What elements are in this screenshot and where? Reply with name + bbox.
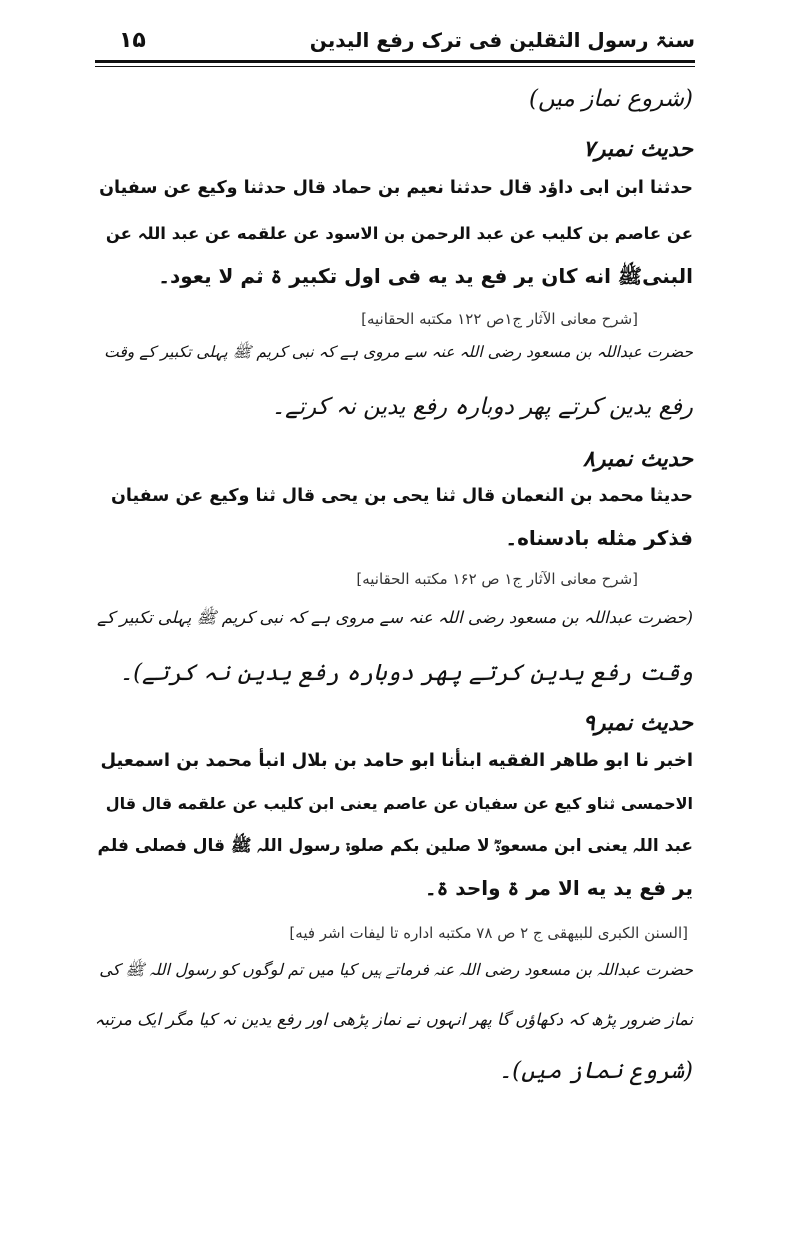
hadith9-arabic-line-4: یر فع ید یه الا مر ۃ واحد ۃ۔	[424, 876, 693, 900]
running-title: سنۃ رسول الثقلین فی ترک رفع الیدین	[309, 28, 695, 52]
hadith7-urdu-line-2: رفع یدین کرتے پھر دوبارہ رفع یدین نہ کرتے۔	[271, 394, 693, 420]
hadith9-arabic-line-2: الاحمسی ثناو کیع عن سفیان عن عاصم یعنی ابن کلیب عن علقمه قال قال	[105, 794, 693, 813]
hadith9-reference: [السنن الکبری للبیهقی ج ۲ ص ۷۸ مکتبه اداره تا لیفات اشر فیه]	[289, 924, 688, 942]
hadith8-arabic-line-1: حدیثا محمد بن النعمان قال ثنا یحی بن یحی قال ثنا وکیع عن سفیان	[110, 486, 693, 506]
hadith7-reference: [شرح معانی الآثار ج۱ص ۱۲۲ مکتبه الحقانیه]	[361, 310, 638, 328]
hadith7-arabic-line-3: البنیﷺ انه کان یر فع ید یه فی اول تکبیر ۃ ثم لا یعود۔	[158, 264, 693, 288]
header-rule-thick	[95, 60, 695, 63]
intro-line: (شروع نماز میں)	[529, 86, 693, 112]
hadith9-urdu-line-2: نماز ضرور پڑھ کہ دکھاؤں گا پھر انہوں نے نماز پڑھی اور رفع یدین نہ کیا مگر ایک مرتبہ	[94, 1010, 693, 1029]
hadith8-urdu-line-2: وقت رفع یدین کرتے پھر دوبارہ رفع یدین نہ کرتے)۔	[119, 660, 693, 686]
hadith9-arabic-line-3: عبد اللہ یعنی ابن مسعودؓ لا صلین بکم صلوۃ رسول اللہ ﷺ قال فصلی فلم	[97, 836, 693, 856]
hadith9-arabic-line-1: اخبر نا ابو طاهر الفقیه ابنأنا ابو حامد بن بلال انبأ محمد بن اسمعیل	[100, 750, 693, 771]
hadith8-arabic-line-2: فذکر مثله بادسناه۔	[505, 526, 693, 550]
page-number: ۱۵	[119, 28, 146, 53]
header-rule-thin	[95, 66, 695, 67]
hadith7-arabic-line-1: حدثنا ابن ابی داؤد قال حدثنا نعیم بن حماد قال حدثنا وکیع عن سفیان	[99, 178, 693, 198]
hadith9-urdu-line-3: (شروع نماز میں)۔	[498, 1058, 693, 1084]
hadith7-urdu-line-1: حضرت عبداللہ بن مسعود رضی اللہ عنہ سے مروی ہے کہ نبی کریم ﷺ پہلی تکبیر کے وقت	[104, 343, 693, 361]
hadith8-heading: حدیث نمبر۸	[583, 446, 693, 472]
hadith8-urdu-line-1: (حضرت عبداللہ بن مسعود رضی اللہ عنہ سے مروی ہے کہ نبی کریم ﷺ پہلی تکبیر کے	[97, 608, 693, 627]
hadith9-heading: حدیث نمبر۹	[583, 710, 693, 736]
hadith7-arabic-line-2: عن عاصم بن کلیب عن عبد الرحمن بن الاسود عن علقمه عن عبد اللہ عن	[105, 224, 693, 243]
hadith9-urdu-line-1: حضرت عبداللہ بن مسعود رضی اللہ عنہ فرماتے ہیں کیا میں تم لوگوں کو رسول اللہ ﷺ کی	[99, 960, 693, 979]
hadith7-heading: حدیث نمبر۷	[583, 136, 693, 162]
hadith8-reference: [شرح معانی الآثار ج۱ ص ۱۶۲ مکتبه الحقانیه]	[356, 570, 638, 588]
